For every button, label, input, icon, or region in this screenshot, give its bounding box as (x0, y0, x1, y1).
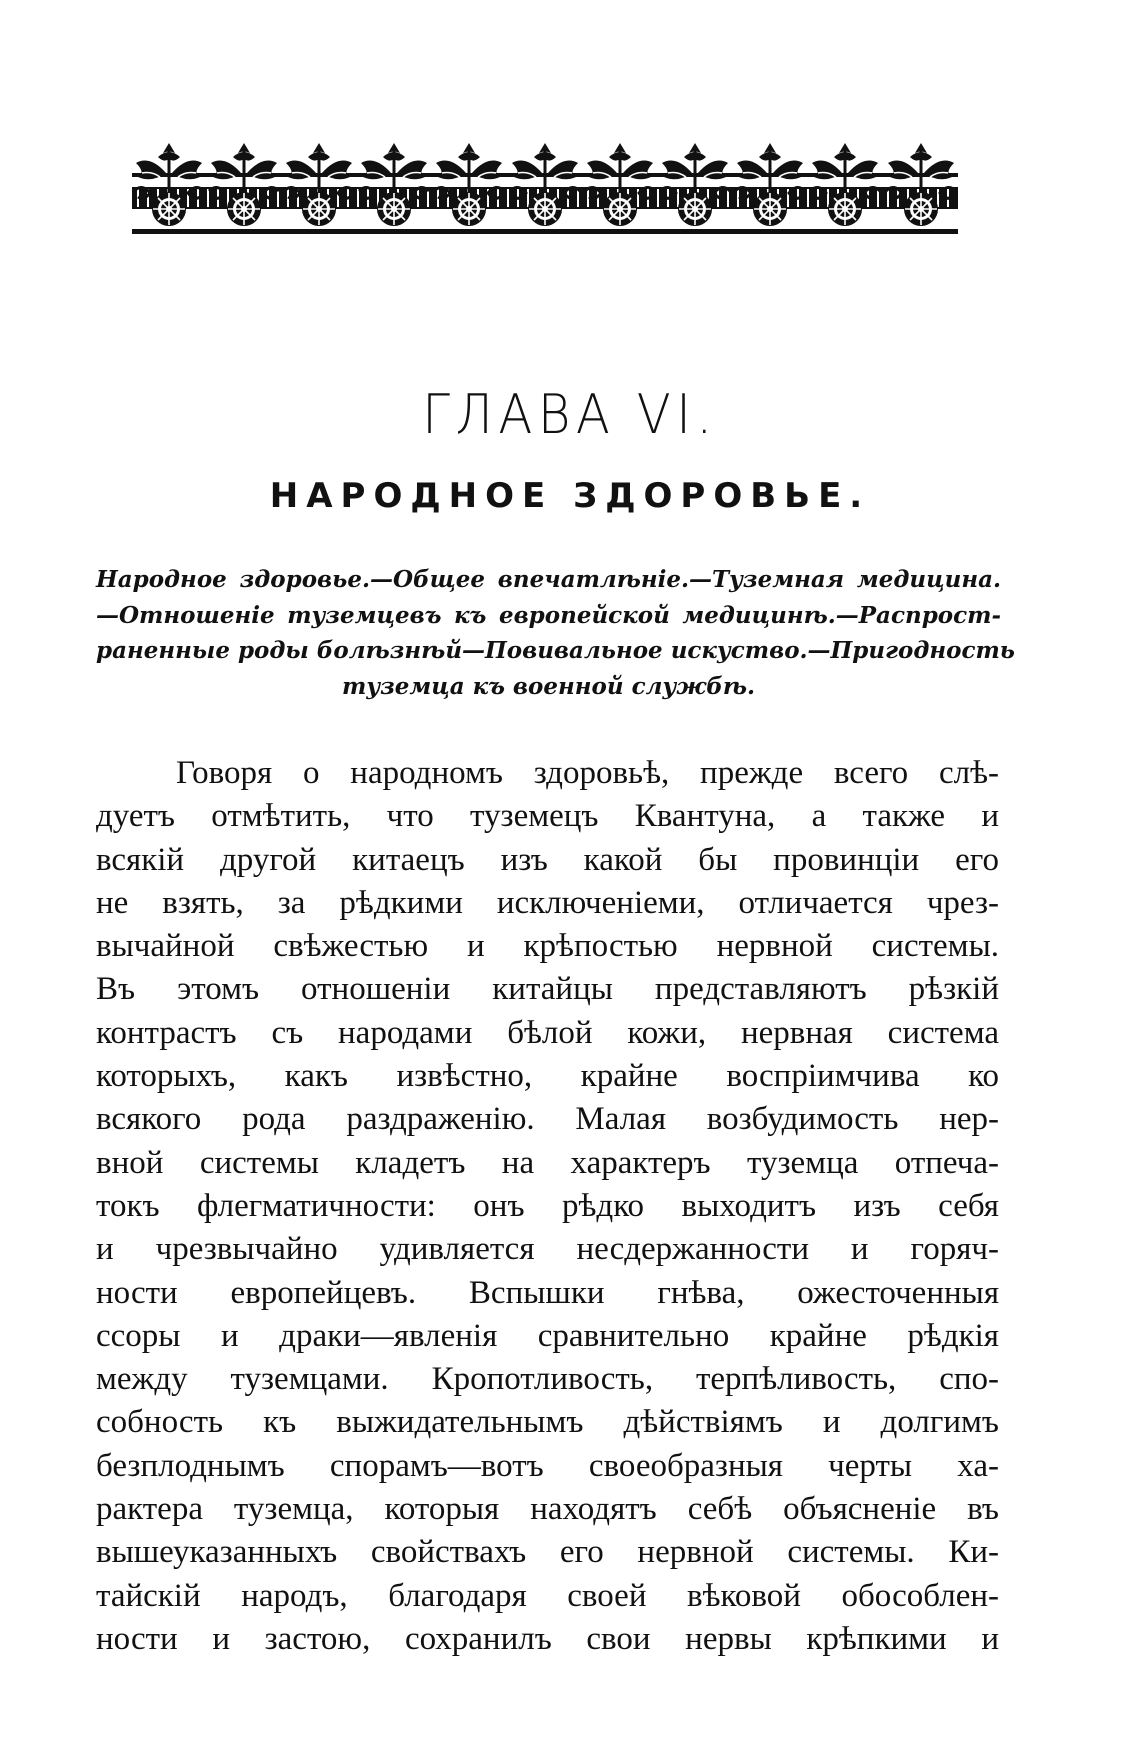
body-line: собность къ выжидательнымъ дѣйствіямъ и долгимъ (96, 1404, 999, 1441)
body-line: безплоднымъ спорамъ—вотъ своеобразныя черты ха- (96, 1447, 999, 1484)
chapter-summary (96, 562, 1015, 704)
body-paragraph (96, 752, 999, 1661)
summary-line: туземца къ военной службѣ. (341, 672, 756, 700)
body-line: тайскій народъ, благодаря своей вѣковой обособлен- (96, 1577, 999, 1614)
floral-ornament-band-icon (132, 143, 958, 239)
body-line: всякого рода раздраженію. Малая возбудимость нер- (96, 1101, 999, 1138)
chapter-subtitle: НАРОДНОЕ ЗДОРОВЬЕ. (269, 476, 871, 516)
body-line: ности европейцевъ. Вспышки гнѣва, ожесточенныя (96, 1274, 999, 1311)
body-line: и чрезвычайно удивляется несдержанности и горяч- (96, 1231, 999, 1268)
body-line: вычайной свѣжестью и крѣпостью нервной системы. (96, 928, 999, 965)
summary-line: Народное здоровье.—Общее впечатлѣніе.—Туземная медицина. (96, 566, 1001, 593)
chapter-title: ГЛАВА VI. (422, 383, 718, 446)
body-line: контрастъ съ народами бѣлой кожи, нервная система (96, 1014, 999, 1051)
summary-line: раненные роды болѣзнѣй—Повивальное искуство.—Пригодность (96, 637, 1015, 664)
body-line: которыхъ, какъ извѣстно, крайне воспріимчива ко (96, 1058, 999, 1095)
body-line: токъ флегматичности: онъ рѣдко выходитъ изъ себя (96, 1187, 999, 1224)
body-line: Говоря о народномъ здоровьѣ, прежде всего слѣ- (176, 755, 999, 791)
body-line: ссоры и драки—явленія сравнительно крайне рѣдкія (96, 1317, 999, 1354)
body-line: дуетъ отмѣтить, что туземецъ Квантуна, а также и (96, 798, 999, 835)
body-line: Въ этомъ отношеніи китайцы представляютъ рѣзкій (96, 971, 999, 1008)
body-line: всякій другой китаецъ изъ какой бы провинціи его (96, 841, 999, 878)
body-line: вышеуказанныхъ свойствахъ его нервной системы. Ки- (96, 1534, 999, 1571)
body-line: не взять, за рѣдкими исключеніеми, отличается чрез- (96, 884, 999, 921)
body-line: ности и застою, сохранилъ свои нервы крѣпкими и (96, 1620, 999, 1657)
body-line: между туземцами. Кропотливость, терпѣливость, спо- (96, 1361, 999, 1398)
summary-line: —Отношеніе туземцевъ къ европейской медицинѣ.—Распрост- (96, 601, 1001, 629)
body-line: рактера туземца, которыя находятъ себѣ объясненіе въ (96, 1491, 999, 1528)
body-line: вной системы кладетъ на характеръ туземца отпеча- (96, 1144, 999, 1181)
